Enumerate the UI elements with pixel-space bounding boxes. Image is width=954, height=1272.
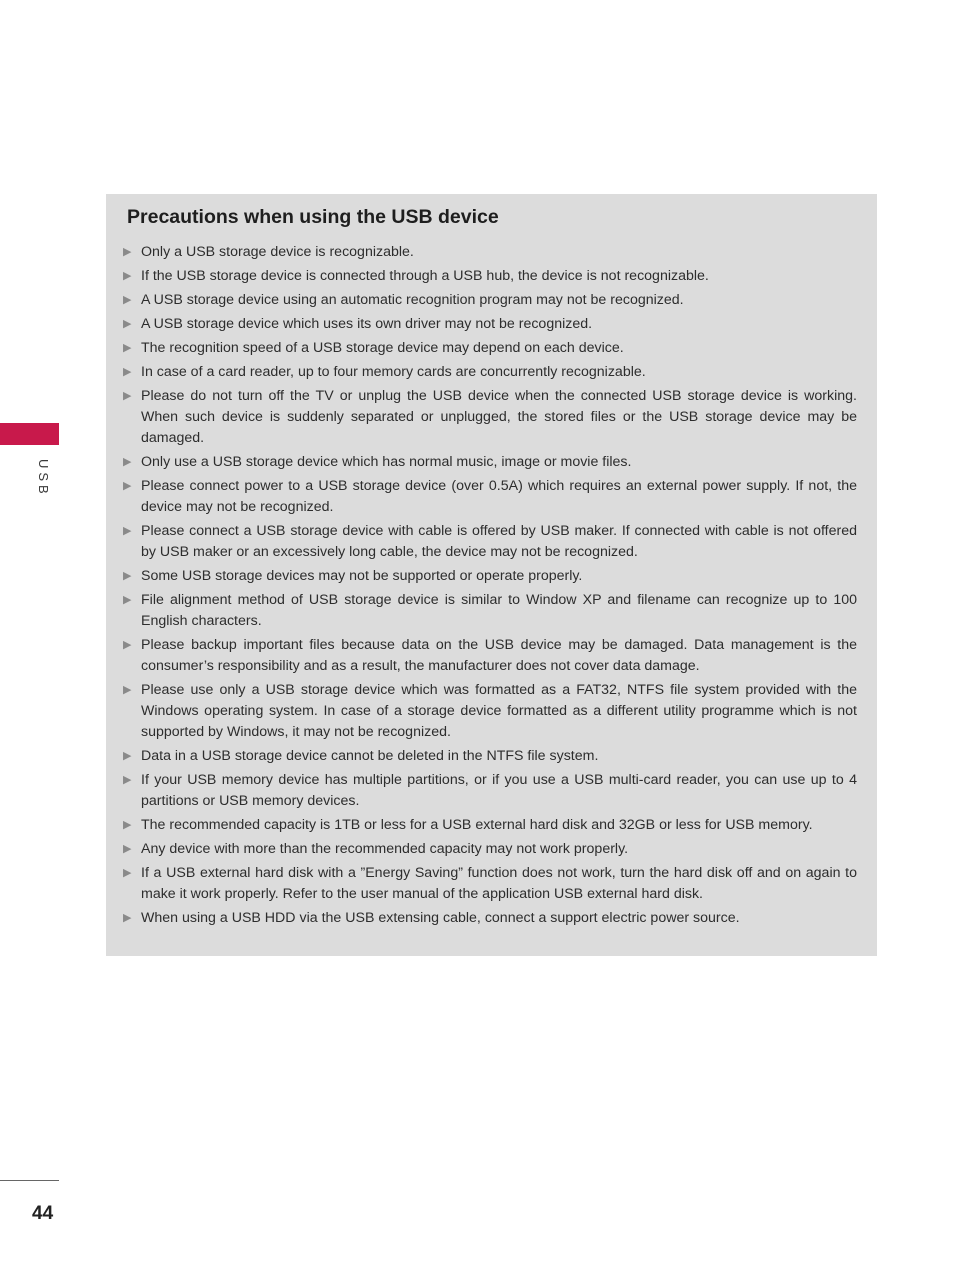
panel-title: Precautions when using the USB device bbox=[127, 206, 499, 228]
list-item bbox=[123, 839, 857, 860]
list-item-text: If a USB external hard disk with a ”Energy Saving” function does not work, turn the hard disk off and on again to make it work properly. Refer to the user manual of the application USB external hard disk. bbox=[141, 865, 857, 902]
list-item-text: Please do not turn off the TV or unplug the USB device when the connected USB storage device is working. When such device is suddenly separated or unplugged, the stored files or the USB storage device may be damaged. bbox=[141, 388, 857, 446]
bullet-arrow-icon: ▶ bbox=[123, 342, 132, 354]
bullet-arrow-icon: ▶ bbox=[123, 684, 132, 696]
list-item bbox=[123, 770, 857, 812]
list-item-text: In case of a card reader, up to four memory cards are concurrently recognizable. bbox=[141, 364, 646, 380]
footer-rule bbox=[0, 1180, 59, 1181]
list-item-text: Please connect power to a USB storage device (over 0.5A) which requires an external power supply. If not, the device may not be recognized. bbox=[141, 478, 857, 515]
list-item-text: Only use a USB storage device which has normal music, image or movie files. bbox=[141, 454, 632, 470]
list-item bbox=[123, 815, 857, 836]
bullet-arrow-icon: ▶ bbox=[123, 867, 132, 879]
list-item-text: The recommended capacity is 1TB or less for a USB external hard disk and 32GB or less for USB memory. bbox=[141, 817, 813, 833]
list-item-text: Please use only a USB storage device which was formatted as a FAT32, NTFS file system provided with the Windows operating system. In case of a storage device formatted as a different utility programme which is not supported by Windows, it may not be recognized. bbox=[141, 682, 857, 740]
list-item bbox=[123, 314, 857, 335]
bullet-arrow-icon: ▶ bbox=[123, 594, 132, 606]
list-item bbox=[123, 566, 857, 587]
list-item-text: The recognition speed of a USB storage device may depend on each device. bbox=[141, 340, 624, 356]
bullet-arrow-icon: ▶ bbox=[123, 843, 132, 855]
list-item-text: Please backup important files because data on the USB device may be damaged. Data management is the consumer’s responsibility and as a result, the manufacturer does not cover data damage. bbox=[141, 637, 857, 674]
list-item bbox=[123, 680, 857, 743]
list-item-text: Any device with more than the recommended capacity may not work properly. bbox=[141, 841, 629, 857]
list-item bbox=[123, 386, 857, 449]
list-item-text: Only a USB storage device is recognizable. bbox=[141, 244, 414, 260]
page-number: 44 bbox=[32, 1203, 54, 1224]
list-item bbox=[123, 290, 857, 311]
list-item-text: If the USB storage device is connected through a USB hub, the device is not recognizable. bbox=[141, 268, 709, 284]
bullet-arrow-icon: ▶ bbox=[123, 246, 132, 258]
list-item bbox=[123, 908, 857, 929]
precautions-panel bbox=[106, 194, 877, 956]
list-item-text: When using a USB HDD via the USB extensing cable, connect a support electric power source. bbox=[141, 910, 740, 926]
list-item bbox=[123, 242, 857, 263]
bullet-arrow-icon: ▶ bbox=[123, 318, 132, 330]
section-tab-marker bbox=[0, 423, 59, 445]
list-item-text: Some USB storage devices may not be supported or operate properly. bbox=[141, 568, 583, 584]
precautions-list bbox=[123, 242, 857, 929]
list-item bbox=[123, 476, 857, 518]
bullet-arrow-icon: ▶ bbox=[123, 366, 132, 378]
bullet-arrow-icon: ▶ bbox=[123, 480, 132, 492]
bullet-arrow-icon: ▶ bbox=[123, 774, 132, 786]
bullet-arrow-icon: ▶ bbox=[123, 912, 132, 924]
bullet-arrow-icon: ▶ bbox=[123, 390, 132, 402]
list-item bbox=[123, 590, 857, 632]
bullet-arrow-icon: ▶ bbox=[123, 525, 132, 537]
list-item-text: A USB storage device using an automatic recognition program may not be recognized. bbox=[141, 292, 684, 308]
bullet-arrow-icon: ▶ bbox=[123, 639, 132, 651]
bullet-arrow-icon: ▶ bbox=[123, 270, 132, 282]
list-item bbox=[123, 338, 857, 359]
bullet-arrow-icon: ▶ bbox=[123, 456, 132, 468]
list-item-text: If your USB memory device has multiple partitions, or if you use a USB multi-card reader, you can use up to 4 partitions or USB memory devices. bbox=[141, 772, 857, 809]
list-item-text: A USB storage device which uses its own driver may not be recognized. bbox=[141, 316, 593, 332]
section-label: USB bbox=[36, 459, 51, 498]
list-item bbox=[123, 452, 857, 473]
list-item-text: File alignment method of USB storage device is similar to Window XP and filename can recognize up to 100 English characters. bbox=[141, 592, 857, 629]
bullet-arrow-icon: ▶ bbox=[123, 819, 132, 831]
bullet-arrow-icon: ▶ bbox=[123, 294, 132, 306]
list-item bbox=[123, 635, 857, 677]
list-item-text: Data in a USB storage device cannot be deleted in the NTFS file system. bbox=[141, 748, 599, 764]
bullet-arrow-icon: ▶ bbox=[123, 750, 132, 762]
list-item bbox=[123, 362, 857, 383]
list-item bbox=[123, 863, 857, 905]
list-item-text: Please connect a USB storage device with cable is offered by USB maker. If connected with cable is not offered by USB maker or an excessively long cable, the device may not be recognized. bbox=[141, 523, 857, 560]
list-item bbox=[123, 266, 857, 287]
list-item bbox=[123, 521, 857, 563]
list-item bbox=[123, 746, 857, 767]
bullet-arrow-icon: ▶ bbox=[123, 570, 132, 582]
